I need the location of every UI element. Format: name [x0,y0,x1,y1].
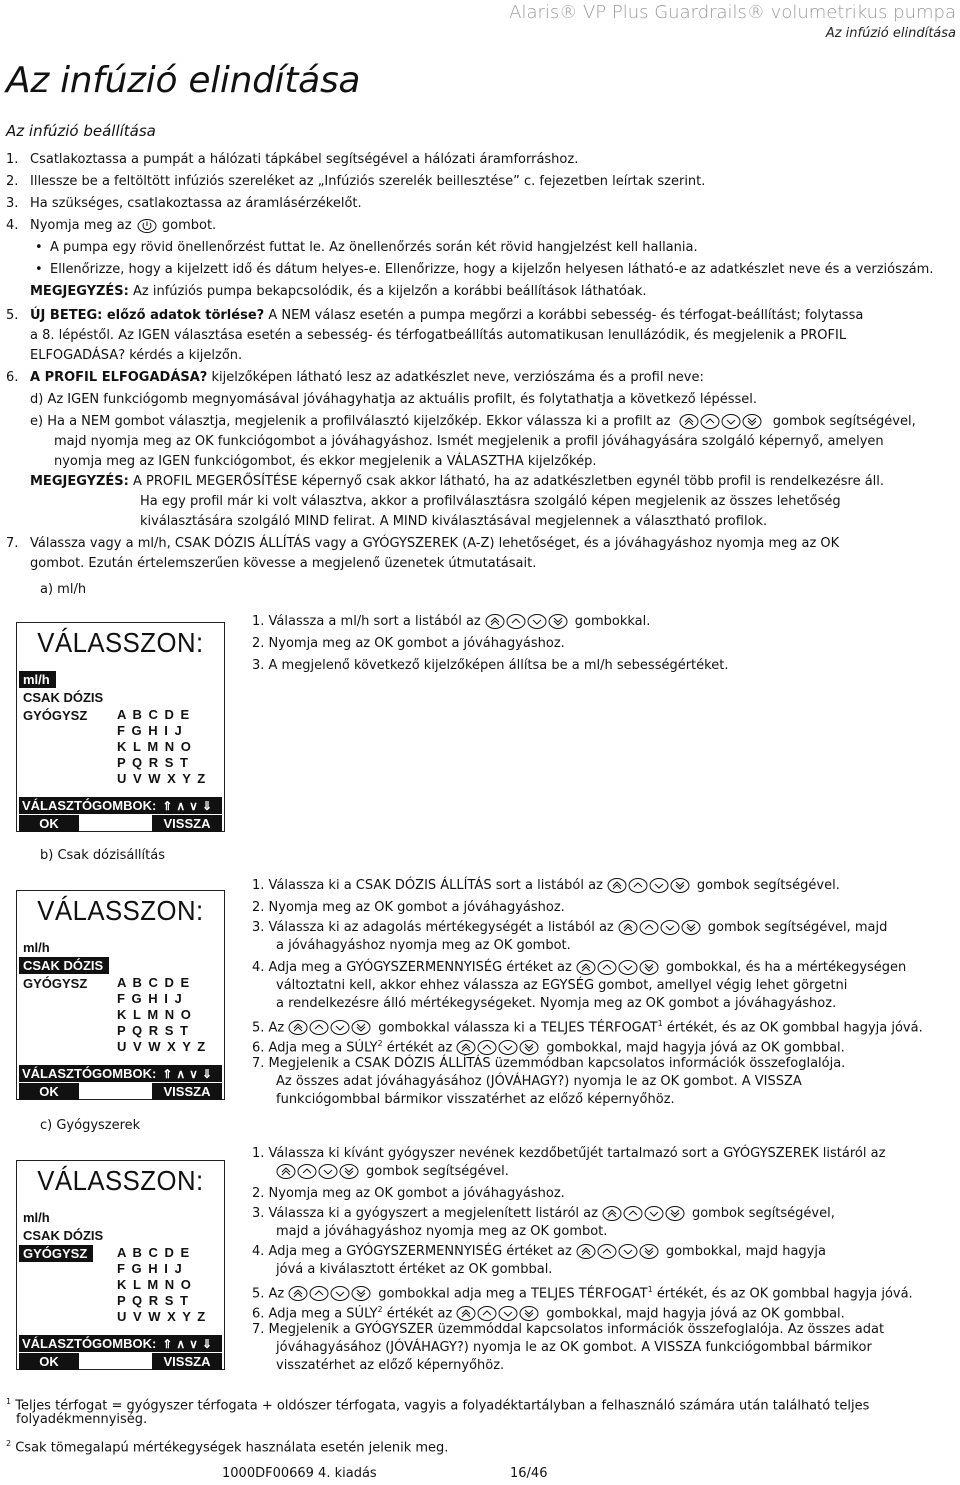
footer-page: 16/46 [510,1466,548,1481]
a-step-3: 3. A megjelenő következő kijelzőképen állítsa be a ml/h sebességértéket. [252,658,729,673]
note-1: MEGJEGYZÉS: Az infúziós pumpa bekapcsolódik, és a kijelzőn a korábbi beállítások láthatóak. [30,284,647,299]
step-6-d: d) Az IGEN funkciógomb megnyomásával jóváhagyhatja az aktuális profilt, és folytathatja a következő lépéssel. [30,392,758,407]
note-2-line2: Ha egy profil már ki volt választva, akkor a profilválasztásra szolgáló képen megjelenik az összes lehetőség [140,494,841,509]
c-step-1b: gombok segítségével. [276,1162,509,1182]
ok-softkey[interactable]: OK [19,1353,79,1370]
b-step-4: 4. Adja meg a GYÓGYSZERMENNYISÉG értéket az gombokkal, és ha a mértékegységen [252,960,907,975]
b-step-3: 3. Válassza ki az adagolás mértékegységét a listából az gombok segítségével, majd [252,920,888,935]
power-icon [136,218,158,234]
select-arrows-icon [679,413,765,430]
step-5-line2: a 8. lépéstől. Az IGEN választása esetén a sebesség- és térfogatbeállítás automatikusan lenullázódik, és megjelenik a PROFIL [30,328,847,343]
lcd-item-gyogysz[interactable]: GYÓGYSZ [23,708,88,723]
lcd-arrows-icon: ⇑∧∨⇓ [162,799,217,814]
lcd-heading: VÁLASSZON: [37,627,204,658]
lcd-letters: A B C D E F G H I J K L M N O P Q R S T U V W X Y Z [117,707,207,786]
lcd-letters: A B C D E F G H I J K L M N O P Q R S T U V W X Y Z [117,975,207,1054]
select-arrows-icon [607,877,693,894]
page-title: Az infúzió elindítása [6,60,361,101]
lcd-item-gyogysz[interactable]: GYÓGYSZ [19,1245,93,1262]
step-4: 4. Nyomja meg az gombot. [6,218,217,233]
lcd-softkeys [19,1353,222,1370]
lcd-arrows-icon: ⇑∧∨⇓ [162,1067,217,1082]
step-5-line3: ELFOGADÁSA? kérdés a kijelzőn. [30,348,243,363]
header-section: Az infúzió elindítása [825,26,956,41]
b-step-1: 1. Válassza ki a CSAK DÓZIS ÁLLÍTÁS sort a listából az gombok segítségével. [252,878,840,893]
c-step-4: 4. Adja meg a GYÓGYSZERMENNYISÉG értéket az gombokkal, majd hagyja [252,1244,826,1259]
select-arrows-icon [602,1205,688,1222]
lcd-item-csak-dozis[interactable]: CSAK DÓZIS [23,690,104,705]
lcd-item-csak-dozis[interactable]: CSAK DÓZIS [19,957,109,974]
lcd-arrows-icon: ⇑∧∨⇓ [162,1337,217,1352]
lcd-item-mlh[interactable]: ml/h [19,671,56,688]
select-arrows-icon [276,1163,362,1180]
step-6: 6. A PROFIL ELFOGADÁSA? kijelzőképen látható lesz az adatkészlet neve, verziószáma és a profil neve: [6,370,704,385]
c-step-4c: jóvá a kiválasztott értéket az OK gombbal. [276,1262,553,1277]
lcd-letters: A B C D E F G H I J K L M N O P Q R S T U V W X Y Z [117,1245,207,1324]
lcd-heading: VÁLASSZON: [37,895,204,926]
lcd-heading: VÁLASSZON: [37,1165,204,1196]
a-step-1: 1. Válassza a ml/h sort a listából az gombokkal. [252,614,651,629]
back-softkey[interactable]: VISSZA [152,1353,222,1370]
b-step-4c: változtatni kell, akkor ehhez válassza az EGYSÉG gombot, amellyel végig lehet görgetni [276,978,848,993]
section-subtitle: Az infúzió beállítása [6,122,156,140]
select-arrows-icon [576,1243,662,1260]
step-1: 1. Csatlakoztassa a pumpát a hálózati tápkábel segítségével a hálózati áramforráshoz. [6,152,579,167]
ok-softkey[interactable]: OK [19,1083,79,1100]
bullet-check: • Ellenőrizze, hogy a kijelzett idő és dátum helyes-e. Ellenőrizze, hogy a kijelzőn helyesen látható-e az adatkészlet neve és a verziószám. [50,260,933,280]
lcd-item-mlh[interactable]: ml/h [23,940,50,955]
c-step-5: 5. Az gombokkal adja meg a TELJES TÉRFOGAT$^1$ értékét, és az OK gombbal hagyja jóvá. [252,1285,913,1302]
lcd-selector: VÁLASZTÓGOMBOK: ⇑∧∨⇓ [19,1065,222,1082]
lcd-item-csak-dozis[interactable]: CSAK DÓZIS [23,1228,104,1243]
b-step-5: 5. Az gombokkal válassza ki a TELJES TÉRFOGAT$^1$ értékét, és az OK gombbal hagyja jóvá. [252,1019,923,1036]
note-2-line3: kiválasztására szolgáló MIND felirat. A MIND kiválasztásával megjelennek a választható profilok. [140,514,768,529]
c-step-6: 6. Adja meg a SÚLY$^2$ értékét az gombokkal, majd hagyja jóvá az OK gombbal. [252,1305,845,1322]
lcd-screen-b [16,890,225,1100]
bullet-selftest: • A pumpa egy rövid önellenőrzést futtat le. Az önellenőrzés során két rövid hangjelzést kell hallania. [50,238,698,258]
back-softkey[interactable]: VISSZA [152,815,222,832]
note-2: MEGJEGYZÉS: A PROFIL MEGERŐSÍTÉSE képernyő csak akkor látható, ha az adatkészletben egynél több profil is rendelkezésre áll. [30,474,885,489]
step-6-e: e) Ha a NEM gombot választja, megjelenik a profilválasztó kijelzőkép. Ekkor válassza ki a profilt az gombok segítségével, [30,414,916,429]
lcd-screen-a [16,622,225,832]
caption-b: b) Csak dózisállítás [40,848,165,863]
step-5: 5. ÚJ BETEG: előző adatok törlése? A NEM válasz esetén a pumpa megőrzi a korábbi sebesség- és térfogat-beállítást; folytassa [6,308,864,323]
b-step-7c: funkciógombbal bármikor visszatérhet az előző képernyőhöz. [276,1092,675,1107]
lcd-selector: VÁLASZTÓGOMBOK: ⇑∧∨⇓ [19,797,222,814]
lcd-softkeys [19,815,222,832]
footer-doc: 1000DF00669 4. kiadás [222,1466,377,1481]
c-step-7b: jóváhagyásához (JÓVÁHAGY?) nyomja le az OK gombot. A VISSZA funkciógombbal bármikor [276,1340,872,1355]
step-6-e3: nyomja meg az IGEN funkciógombot, és ekkor megjelenik a VÁLASZTHA kijelzőkép. [54,454,597,469]
b-step-6: 6. Adja meg a SÚLY$^2$ értékét az gombokkal, majd hagyja jóvá az OK gombbal. [252,1039,845,1056]
step-6-e2: majd nyomja meg az OK funkciógombot a jóváhagyáshoz. Ismét megjelenik a profil jóváhagyására szolgáló képernyő, amelyen [54,434,884,449]
caption-a: a) ml/h [40,582,87,597]
lcd-selector: VÁLASZTÓGOMBOK: ⇑∧∨⇓ [19,1335,222,1352]
footnote-2: $^2$ Csak tömegalapú mértékegységek használata esetén jelenik meg. [6,1439,449,1456]
footnote-1b: folyadékmennyiség. [16,1412,148,1427]
c-step-7c: visszatérhet az előző képernyőhöz. [276,1358,505,1373]
lcd-item-gyogysz[interactable]: GYÓGYSZ [23,976,88,991]
step-7-line2: gombot. Ezután értelemszerűen kövesse a megjelenő üzenetek útmutatásait. [30,556,537,571]
select-arrows-icon [618,919,704,936]
lcd-item-mlh[interactable]: ml/h [23,1210,50,1225]
c-step-2: 2. Nyomja meg az OK gombot a jóváhagyáshoz. [252,1186,565,1201]
lcd-softkeys [19,1083,222,1100]
header-product: Alaris® VP Plus Guardrails® volumetrikus pumpa [509,2,956,23]
lcd-screen-c [16,1160,225,1370]
c-step-3: 3. Válassza ki a gyógyszert a megjelenített listáról az gombok segítségével, [252,1206,835,1221]
b-step-2: 2. Nyomja meg az OK gombot a jóváhagyáshoz. [252,900,565,915]
step-2: 2. Illessze be a feltöltött infúziós szereléket az „Infúziós szerelék beillesztése” c. fejezetben leírtak szerint. [6,174,706,189]
step-7: 7. Válassza vagy a ml/h, CSAK DÓZIS ÁLLÍTÁS vagy a GYÓGYSZEREK (A-Z) lehetőséget, és a jóváhagyáshoz nyomja meg az OK [6,536,840,551]
c-step-1: 1. Válassza ki kívánt gyógyszer nevének kezdőbetűjét tartalmazó sort a GYÓGYSZEREK listáról az [252,1146,886,1161]
b-step-3c: a jóváhagyáshoz nyomja meg az OK gombot. [276,938,571,953]
b-step-7b: Az összes adat jóváhagyásához (JÓVÁHAGY?) nyomja le az OK gombot. A VISSZA [276,1074,802,1089]
caption-c: c) Gyógyszerek [40,1118,141,1133]
b-step-4d: a rendelkezésre álló mértékegységeket. Nyomja meg az OK gombot a jóváhagyáshoz. [276,996,837,1011]
step-3: 3. Ha szükséges, csatlakoztassa az áramlásérzékelőt. [6,196,362,211]
b-step-7: 7. Megjelenik a CSAK DÓZIS ÁLLÍTÁS üzemmódban kapcsolatos információk összefoglalója. [252,1056,846,1071]
ok-softkey[interactable]: OK [19,815,79,832]
a-step-2: 2. Nyomja meg az OK gombot a jóváhagyáshoz. [252,636,565,651]
c-step-3c: majd a jóváhagyáshoz nyomja meg az OK gombot. [276,1224,608,1239]
back-softkey[interactable]: VISSZA [152,1083,222,1100]
footnote-1: $^1$ Teljes térfogat = gyógyszer térfogata + oldószer térfogata, vagyis a folyadéktartályban a felhasználó számára után található teljes [6,1397,870,1414]
select-arrows-icon [485,613,571,630]
c-step-7: 7. Megjelenik a GYÓGYSZER üzemmóddal kapcsolatos információk összefoglalója. Az összes adat [252,1322,885,1337]
select-arrows-icon [576,959,662,976]
